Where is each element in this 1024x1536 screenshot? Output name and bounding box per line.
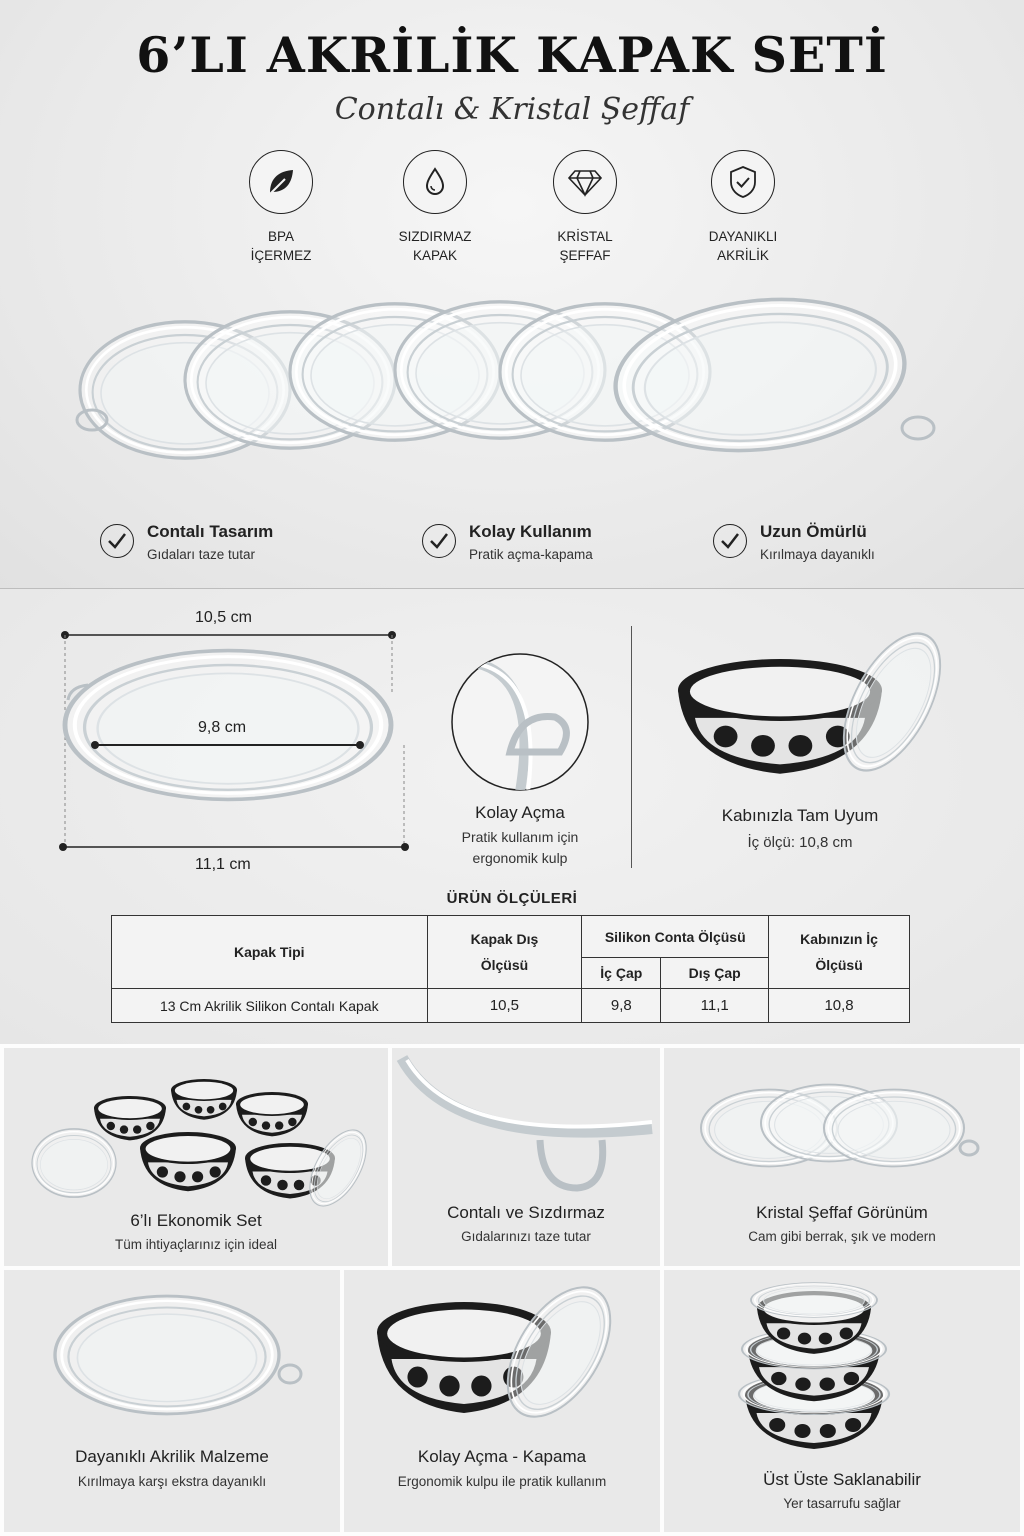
cell-outer: 10,5 <box>427 989 582 1023</box>
single-lid-image <box>4 1270 340 1430</box>
benefit-title: Kolay Kullanım <box>469 522 592 541</box>
tile-title: Contalı ve Sızdırmaz <box>447 1203 605 1222</box>
benefit-subtitle: Kırılmaya dayanıklı <box>760 547 875 562</box>
tile-subtitle: Yer tasarrufu sağlar <box>783 1496 901 1511</box>
tile-title: 6’lı Ekonomik Set <box>130 1211 262 1230</box>
header-outer-line2: Ölçüsü <box>480 957 529 973</box>
tile-subtitle: Ergonomik kulpu ile pratik kullanım <box>397 1474 607 1489</box>
tile-economic-set <box>4 1048 388 1266</box>
fit-title: Kabınızla Tam Uyum <box>721 806 879 825</box>
feature-label: DAYANIKLI AKRİLİK <box>708 229 778 263</box>
benefit-title: Uzun Ömürlü <box>760 522 867 541</box>
header-outer-dia: Dış Çap <box>661 958 769 989</box>
spec-table-heading: ÜRÜN ÖLÇÜLERİ <box>446 890 578 907</box>
feature-label: SIZDIRMAZ KAPAK <box>398 229 472 263</box>
header-outer <box>427 916 582 989</box>
header-outer-line1: Kapak Dış <box>470 931 539 947</box>
handle-subtitle-2: ergonomik kulp <box>472 850 568 866</box>
feature-bpa <box>216 150 346 265</box>
tile-durable <box>4 1270 340 1532</box>
cell-bowl: 10,8 <box>769 989 910 1023</box>
cell-outer-dia: 11,1 <box>661 989 769 1023</box>
page-subtitle: Contalı & Kristal Şeffaf <box>334 92 690 127</box>
header-bowl-line2: Ölçüsü <box>815 957 863 973</box>
tile-title: Dayanıklı Akrilik Malzeme <box>75 1447 269 1466</box>
feature-crystal <box>520 150 650 265</box>
handle-title: Kolay Açma <box>475 803 565 822</box>
tile-title: Üst Üste Saklanabilir <box>763 1470 921 1489</box>
stacked-bowls-image <box>664 1270 1020 1460</box>
benefit-subtitle: Pratik açma-kapama <box>469 547 593 562</box>
tile-stackable <box>664 1270 1020 1532</box>
page-title: 6’LI AKRİLİK KAPAK SETİ <box>136 26 888 84</box>
leaf-icon <box>249 150 313 214</box>
tile-crystal <box>664 1048 1020 1266</box>
cell-inner-dia: 9,8 <box>582 989 661 1023</box>
spec-table <box>111 915 910 1023</box>
benefit-subtitle: Gıdaları taze tutar <box>147 547 256 562</box>
lid-set-image <box>70 280 950 480</box>
bowl-set-image <box>4 1048 388 1238</box>
feature-durable <box>678 150 808 265</box>
tile-subtitle: Kırılmaya karşı ekstra dayanıklı <box>77 1474 267 1489</box>
bowl-with-lid-image <box>670 630 980 790</box>
header-bowl <box>769 916 910 989</box>
header-type: Kapak Tipi <box>112 916 428 989</box>
benefit-title: Contalı Tasarım <box>147 522 274 541</box>
dimension-diagram <box>50 625 420 860</box>
tile-easy-open <box>344 1270 660 1532</box>
handle-subtitle-1: Pratik kullanım için <box>461 829 579 845</box>
tile-title: Kristal Şeffaf Görünüm <box>756 1203 928 1222</box>
checkmark-icon <box>100 524 134 558</box>
divider <box>631 626 632 868</box>
header-seal: Silikon Conta Ölçüsü <box>582 916 769 958</box>
feature-label: KRİSTAL ŞEFFAF <box>557 229 613 263</box>
dimension-inner-label: 9,8 cm <box>198 719 247 736</box>
tile-title: Kolay Açma - Kapama <box>417 1447 587 1466</box>
dimension-bottom-label: 11,1 cm <box>195 856 251 873</box>
feature-label: BPA İÇERMEZ <box>250 229 312 263</box>
handle-detail-image <box>450 652 592 794</box>
lid-handle-closeup-image <box>392 1048 660 1198</box>
water-drop-icon <box>403 150 467 214</box>
diamond-icon <box>553 150 617 214</box>
tile-subtitle: Tüm ihtiyaçlarınız için ideal <box>114 1237 278 1252</box>
cell-type: 13 Cm Akrilik Silikon Contalı Kapak <box>112 989 428 1023</box>
header-inner-dia: İç Çap <box>582 958 661 989</box>
tile-subtitle: Cam gibi berrak, şık ve modern <box>748 1229 936 1244</box>
shield-check-icon <box>711 150 775 214</box>
tile-subtitle: Gıdalarınızı taze tutar <box>461 1229 591 1244</box>
feature-leakproof <box>370 150 500 265</box>
dimension-top-label: 10,5 cm <box>195 609 252 626</box>
checkmark-icon <box>422 524 456 558</box>
bowl-lid-open-image <box>344 1270 660 1440</box>
header-bowl-line1: Kabınızın İç <box>800 931 878 947</box>
checkmark-icon <box>713 524 747 558</box>
tile-leakproof <box>392 1048 660 1266</box>
fit-subtitle: İç ölçü: 10,8 cm <box>747 834 853 851</box>
stacked-lids-image <box>664 1048 1020 1198</box>
